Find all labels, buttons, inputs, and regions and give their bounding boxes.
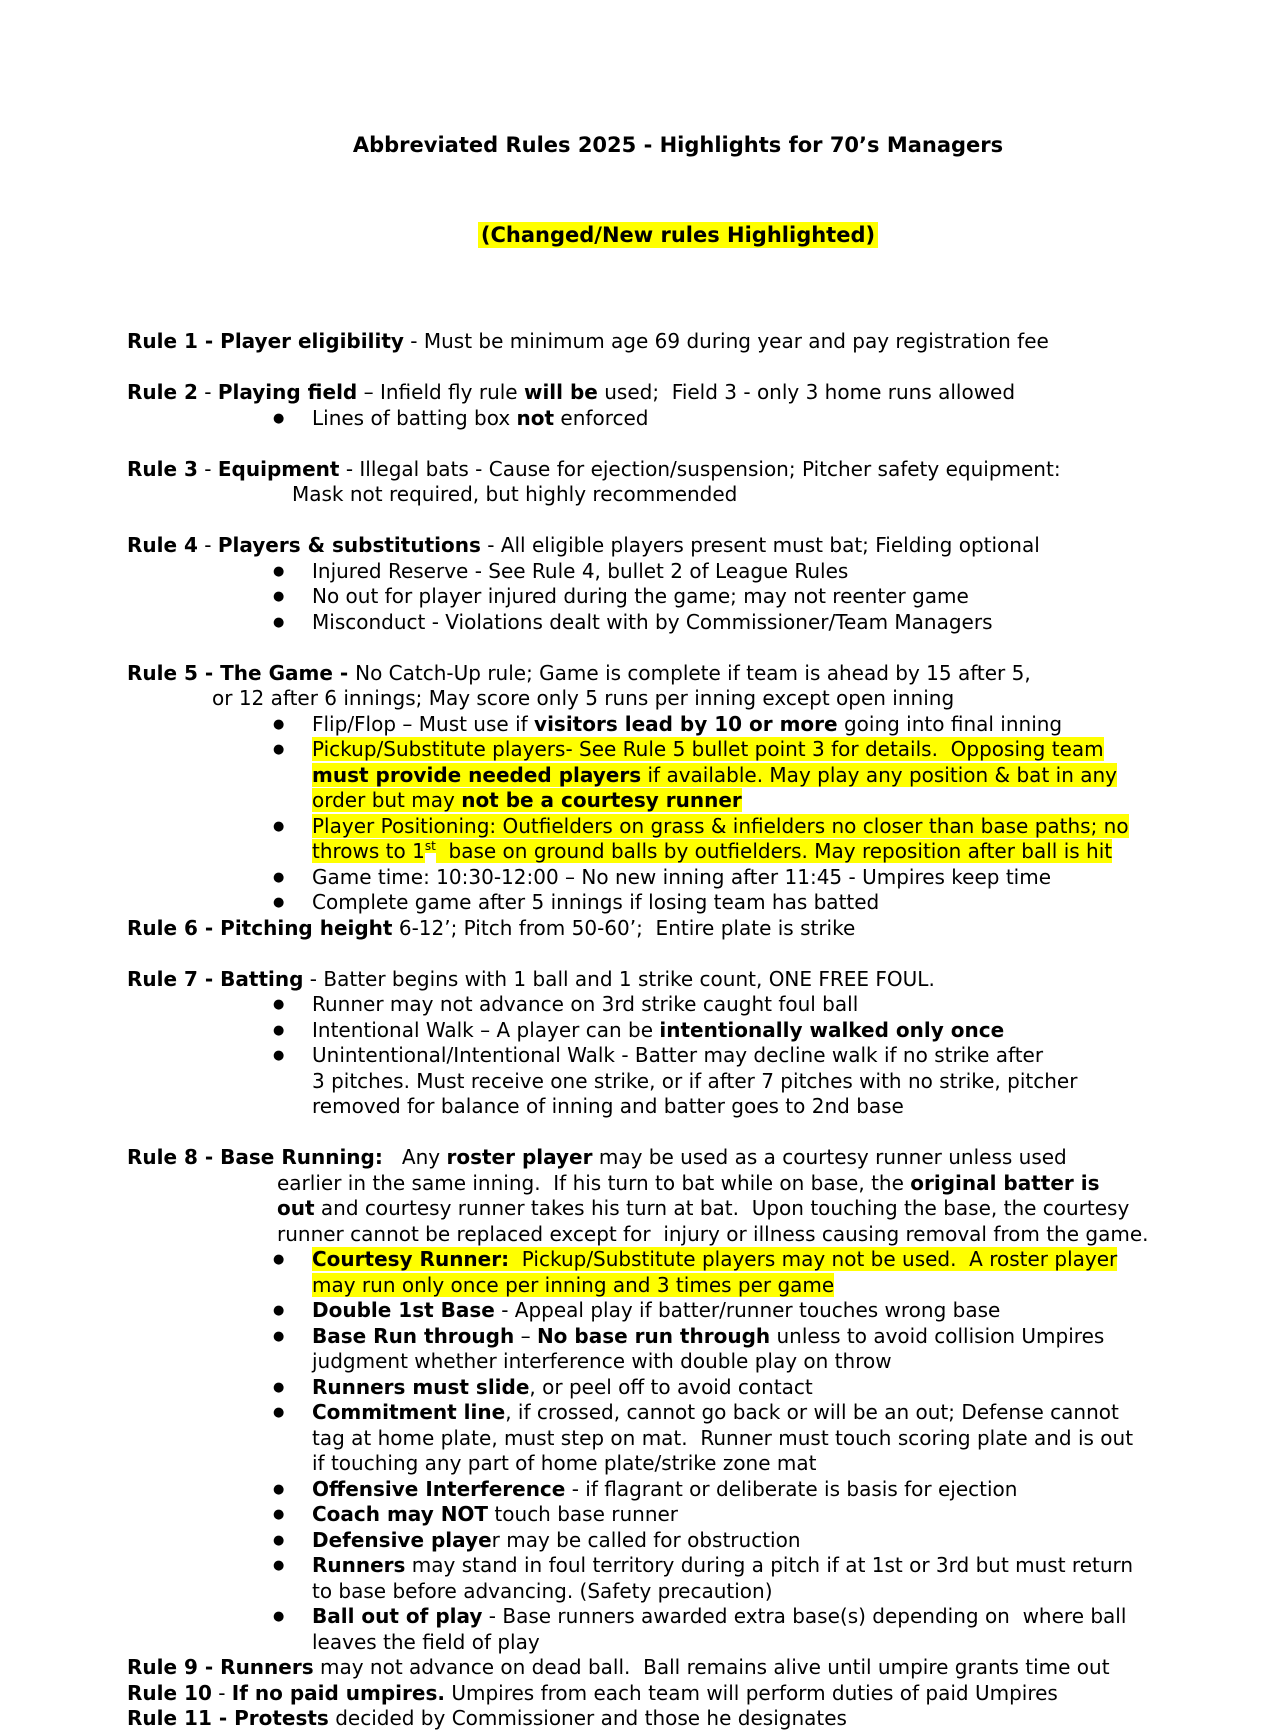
text-run: Runners <box>312 1553 406 1577</box>
bulleted-line <box>127 814 1229 840</box>
bullet-icon: ● <box>273 410 285 426</box>
text-line <box>127 1655 1229 1681</box>
text-run: Flip/Flop – Must use if <box>312 711 535 736</box>
text-run: If no paid umpires. <box>231 1680 445 1705</box>
blank-line <box>127 635 1229 661</box>
text-run: 6-12’; Pitch from 50-60’; Entire plate is strike <box>392 915 856 940</box>
bullet-icon: ● <box>273 869 285 885</box>
text-run: - Appeal play if batter/runner touches wrong base <box>494 1298 1001 1322</box>
text-run: intentionally walked only once <box>659 1017 1005 1042</box>
text-line <box>127 839 1229 865</box>
text-run: Any <box>382 1145 447 1169</box>
bulleted-line <box>127 712 1229 738</box>
text-run: Lines of batting box <box>312 405 517 430</box>
bulleted-line <box>127 1375 1229 1401</box>
text-run: removed for balance of inning and batter goes to 2nd base <box>312 1094 904 1118</box>
bullet-icon: ● <box>273 1328 285 1344</box>
text-run: - Batter begins with 1 ball and 1 strike count, ONE FREE FOUL. <box>303 966 935 991</box>
bullet-icon: ● <box>273 1252 285 1267</box>
text-run: Misconduct - Violations dealt with by Commissioner/Team Managers <box>312 609 993 634</box>
text-run: used; Field 3 - only 3 home runs allowed <box>597 380 1016 404</box>
bulleted-line <box>127 1477 1229 1503</box>
text-run: Base Run through <box>312 1323 515 1348</box>
text-line <box>127 1426 1229 1452</box>
text-run: - <box>211 1680 232 1705</box>
bullet-icon: ● <box>273 1558 285 1573</box>
bullet-icon: ● <box>273 1022 285 1038</box>
text-line <box>127 763 1229 789</box>
text-line <box>127 1094 1229 1120</box>
bulleted-line <box>127 1324 1229 1350</box>
text-line <box>127 916 1229 942</box>
text-run: if touching any part of home plate/strike zone mat <box>312 1451 817 1475</box>
page-subtitle-row <box>127 222 1229 248</box>
bullet-icon: ● <box>273 1532 285 1548</box>
text-line <box>127 1145 1229 1171</box>
text-line <box>127 533 1229 559</box>
text-run: may not advance on dead ball. Ball remains alive until umpire grants time out <box>313 1655 1110 1679</box>
text-run: Rule 2 <box>127 380 198 404</box>
bullet-icon: ● <box>273 563 285 579</box>
text-run: may run only once per inning and 3 times per game <box>312 1272 835 1297</box>
text-run: or 12 after 6 innings; May score only 5 runs per inning except open inning <box>212 686 955 710</box>
bulleted-line <box>127 610 1229 636</box>
text-run: throws to 1 <box>312 839 425 863</box>
text-run: - Base runners awarded extra base(s) depending on where ball <box>482 1604 1127 1628</box>
text-line <box>127 1222 1229 1248</box>
text-run: Rule 4 <box>127 533 198 557</box>
blank-line <box>127 431 1229 457</box>
bulleted-line <box>127 1298 1229 1324</box>
text-line <box>127 661 1229 687</box>
bullet-icon: ● <box>273 614 285 630</box>
text-run: Courtesy Runner: <box>312 1247 510 1271</box>
bulleted-line <box>127 584 1229 610</box>
text-run: Rule 10 <box>127 1680 212 1705</box>
text-run: judgment whether interference with double play on throw <box>312 1349 892 1373</box>
text-run: Runners must slide <box>312 1374 530 1399</box>
document-body <box>127 329 1229 1732</box>
text-line <box>127 1196 1229 1222</box>
text-run: , or peel off to avoid contact <box>529 1374 813 1399</box>
bulleted-line <box>127 992 1229 1018</box>
bulleted-line <box>127 559 1229 585</box>
text-run: Pickup/Substitute players- See Rule 5 bullet point 3 for details. Opposing team <box>312 737 1104 761</box>
text-run: – <box>514 1323 537 1348</box>
text-run: runner cannot be replaced except for injury or illness causing removal from the game. <box>277 1221 1149 1246</box>
bulleted-line <box>127 1400 1229 1426</box>
text-line <box>127 967 1229 993</box>
text-run: may be used as a courtesy runner unless used <box>592 1145 1067 1169</box>
text-run: - if flagrant or deliberate is basis for ejection <box>565 1476 1018 1501</box>
text-run: – Infield fly rule <box>357 380 524 404</box>
text-run: Offensive Interference <box>312 1476 566 1501</box>
text-line <box>127 1706 1229 1732</box>
text-run: Complete game after 5 innings if losing team has batted <box>312 890 880 914</box>
bulleted-line <box>127 737 1229 763</box>
bulleted-line <box>127 1247 1229 1273</box>
text-run: Game time: 10:30-12:00 – No new inning after 11:45 - Umpires keep time <box>312 864 1052 889</box>
text-run: r may be called for obstruction <box>491 1527 801 1552</box>
bulleted-line <box>127 1528 1229 1554</box>
text-run: decided by Commissioner and those he designates <box>328 1706 847 1730</box>
text-run: will be <box>523 380 598 404</box>
text-run: Rule 5 - The Game - <box>127 660 356 685</box>
bullet-icon: ● <box>273 1379 285 1395</box>
text-run: must provide needed players <box>312 762 642 787</box>
title-block <box>127 84 1229 329</box>
text-run: enforced <box>554 405 649 430</box>
text-run: Ball out of play <box>312 1604 483 1628</box>
blank-line <box>127 508 1229 534</box>
bullet-icon: ● <box>273 1609 285 1624</box>
text-run: Rule 6 - Pitching height <box>127 915 393 940</box>
text-run: and courtesy runner takes his turn at bat. Upon touching the base, the courtesy <box>314 1196 1130 1220</box>
text-run: touch base runner <box>488 1502 679 1526</box>
bulleted-line <box>127 1604 1229 1630</box>
text-run: - All eligible players present must bat; Fielding optional <box>480 533 1040 557</box>
text-run: not be a courtesy runner <box>461 788 742 812</box>
bulleted-line <box>127 1018 1229 1044</box>
text-run: - Illegal bats - Cause for ejection/suspension; Pitcher safety equipment: <box>339 456 1061 481</box>
page-title: Abbreviated Rules 2025 - Highlights for 70’s Managers <box>352 133 1004 157</box>
text-line <box>127 1069 1229 1095</box>
text-run: roster player <box>446 1145 593 1169</box>
text-run: earlier in the same inning. If his turn to bat while on base, the <box>277 1170 911 1195</box>
bullet-icon: ● <box>273 1481 285 1497</box>
text-run: - Must be minimum age 69 during year and pay registration fee <box>403 329 1049 353</box>
text-run: Coach may NOT <box>312 1502 489 1526</box>
text-run: Intentional Walk – A player can be <box>312 1017 660 1042</box>
bullet-icon: ● <box>273 1048 285 1063</box>
blank-line <box>127 355 1229 381</box>
text-run: Rule 7 - Batting <box>127 966 304 991</box>
text-run: - <box>197 380 218 404</box>
text-run: No base run through <box>536 1323 771 1348</box>
text-run: No out for player injured during the game; may not reenter game <box>312 584 969 608</box>
bullet-icon: ● <box>273 997 285 1012</box>
text-run: Double 1st Base <box>312 1298 495 1322</box>
text-run: if available. May play any position & bat in any <box>641 762 1117 787</box>
text-run: 3 pitches. Must receive one strike, or if after 7 pitches with no strike, pitcher <box>312 1068 1078 1093</box>
bulleted-line <box>127 1502 1229 1528</box>
text-line <box>127 482 1229 508</box>
text-line <box>127 788 1229 814</box>
text-line <box>127 1451 1229 1477</box>
text-run: unless to avoid collision Umpires <box>770 1323 1105 1348</box>
text-run: Rule 9 - Runners <box>127 1655 314 1679</box>
bullet-icon: ● <box>273 1405 285 1420</box>
text-run: No Catch-Up rule; Game is complete if team is ahead by 15 after 5, <box>355 660 1031 685</box>
text-line <box>127 1579 1229 1605</box>
text-run: Rule 3 <box>127 456 198 481</box>
text-run: st <box>424 839 436 854</box>
text-run: - <box>197 456 218 481</box>
text-line <box>127 1349 1229 1375</box>
text-run: Unintentional/Intentional Walk - Batter may decline walk if no strike after <box>312 1043 1044 1067</box>
text-run: leaves the field of play <box>312 1629 540 1654</box>
bullet-icon: ● <box>273 895 285 910</box>
text-run: Rule 8 - Base Running: <box>127 1145 383 1169</box>
text-run: Runner may not advance on 3rd strike caught foul ball <box>312 992 859 1016</box>
text-run: Players & substitutions <box>217 533 481 557</box>
text-run: may stand in foul territory during a pitch if at 1st or 3rd but must return <box>405 1553 1134 1577</box>
text-run: Mask not required, but highly recommended <box>292 482 738 506</box>
text-run: Pickup/Substitute players may not be used. A roster player <box>509 1247 1118 1271</box>
text-run: original batter is <box>910 1170 1100 1195</box>
page-subtitle: (Changed/New rules Highlighted) <box>478 222 878 248</box>
text-run: tag at home plate, must step on mat. Runner must touch scoring plate and is out <box>312 1425 1134 1450</box>
text-line <box>127 1171 1229 1197</box>
text-run: visitors lead by 10 or more <box>534 711 838 736</box>
text-run: - <box>197 533 218 557</box>
text-run: not <box>516 405 555 430</box>
bullet-icon: ● <box>273 1507 285 1522</box>
text-line <box>127 329 1229 355</box>
bulleted-line <box>127 1553 1229 1579</box>
text-run: Player Positioning: Outfielders on grass & infielders no closer than base paths; no <box>312 813 1129 838</box>
text-run: Commitment line <box>312 1400 506 1424</box>
bullet-icon: ● <box>273 716 285 732</box>
text-line <box>127 1681 1229 1707</box>
text-run: order but may <box>312 788 462 812</box>
text-run: , if crossed, cannot go back or will be an out; Defense cannot <box>505 1400 1119 1424</box>
text-run: Rule 11 - Protests <box>127 1706 329 1730</box>
bullet-icon: ● <box>273 742 285 757</box>
bulleted-line <box>127 1043 1229 1069</box>
text-line <box>127 457 1229 483</box>
blank-line <box>127 1120 1229 1146</box>
text-run: Rule 1 - Player eligibility <box>127 329 404 353</box>
text-run: Playing field <box>217 380 358 404</box>
text-run: base on ground balls by outfielders. May reposition after ball is hit <box>435 839 1113 863</box>
text-line <box>127 686 1229 712</box>
text-run: Injured Reserve - See Rule 4, bullet 2 of League Rules <box>312 558 849 583</box>
text-run: out <box>277 1196 315 1220</box>
bullet-icon: ● <box>273 1303 285 1318</box>
text-line <box>127 380 1229 406</box>
bulleted-line <box>127 890 1229 916</box>
bulleted-line <box>127 865 1229 891</box>
text-line <box>127 1630 1229 1656</box>
bulleted-line <box>127 406 1229 432</box>
text-run: Equipment <box>217 456 340 481</box>
bullet-icon: ● <box>273 818 285 834</box>
text-run: to base before advancing. (Safety precaution) <box>312 1578 773 1603</box>
bullet-icon: ● <box>273 589 285 604</box>
text-run: Umpires from each team will perform duties of paid Umpires <box>444 1680 1058 1705</box>
text-run: going into final inning <box>837 711 1063 736</box>
text-line <box>127 1273 1229 1299</box>
blank-line <box>127 941 1229 967</box>
text-run: Defensive playe <box>312 1527 492 1552</box>
